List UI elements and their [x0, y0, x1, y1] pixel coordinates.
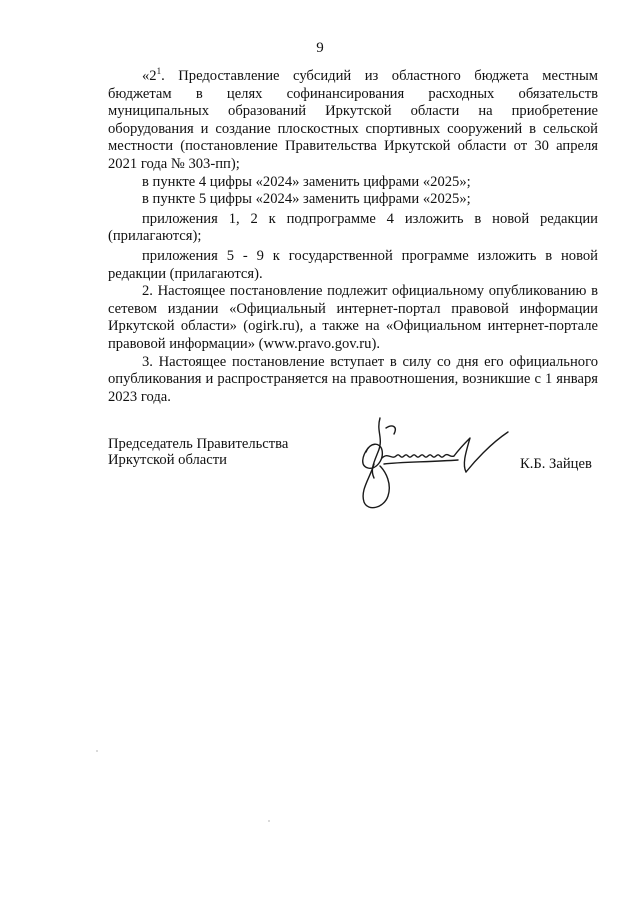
signatory-position	[108, 436, 288, 468]
item-number-superscript: 1	[156, 66, 162, 76]
item-text: . Предоставление субсидий из областного бюджета местным бюджетам в целях софинансирования расходных обязательств муниципальных образований Иркутской области на приобретение оборудования и создание плоскостных спортивных сооружений в сельской местности (постановление Правительства Иркутской области от 30 апреля 2021 года № 303-пп);	[108, 68, 598, 172]
paragraph-appendices-subprogram: приложения 1, 2 к подпрограмме 4 изложить в новой редакции (прилагаются);	[108, 210, 598, 245]
page-number: 9	[316, 40, 324, 56]
signatory-position-line2: Иркутской области	[108, 452, 227, 468]
paragraph-appendices-program: приложения 5 - 9 к государственной программе изложить в новой редакции (прилагаются).	[108, 247, 598, 282]
paragraph-entry-into-force: 3. Настоящее постановление вступает в силу со дня его официального опубликования и распространяется на правоотношения, возникшие с 1 января 2023 года.	[108, 353, 598, 405]
scan-speck	[96, 750, 98, 752]
scan-speck	[268, 820, 270, 822]
signer-name: К.Б. Зайцев	[520, 456, 592, 472]
signatory-position-line1: Председатель Правительства	[108, 436, 289, 452]
handwritten-signature	[340, 408, 530, 520]
paragraph-point-4-amendment: в пункте 4 цифры «2024» заменить цифрами «2025»;	[142, 173, 471, 190]
document-body	[108, 68, 598, 406]
paragraph-subsidy-item	[108, 68, 598, 174]
item-number-prefix: «2	[142, 68, 157, 84]
paragraph-point-5-amendment: в пункте 5 цифры «2024» заменить цифрами «2025»;	[142, 191, 471, 208]
paragraph-publication: 2. Настоящее постановление подлежит официальному опубликованию в сетевом издании «Официальный интернет-портал правовой информации Иркутской области» (ogirk.ru), а также на «Официальном интернет-портале правовой информации» (www.pravo.gov.ru).	[108, 283, 598, 352]
